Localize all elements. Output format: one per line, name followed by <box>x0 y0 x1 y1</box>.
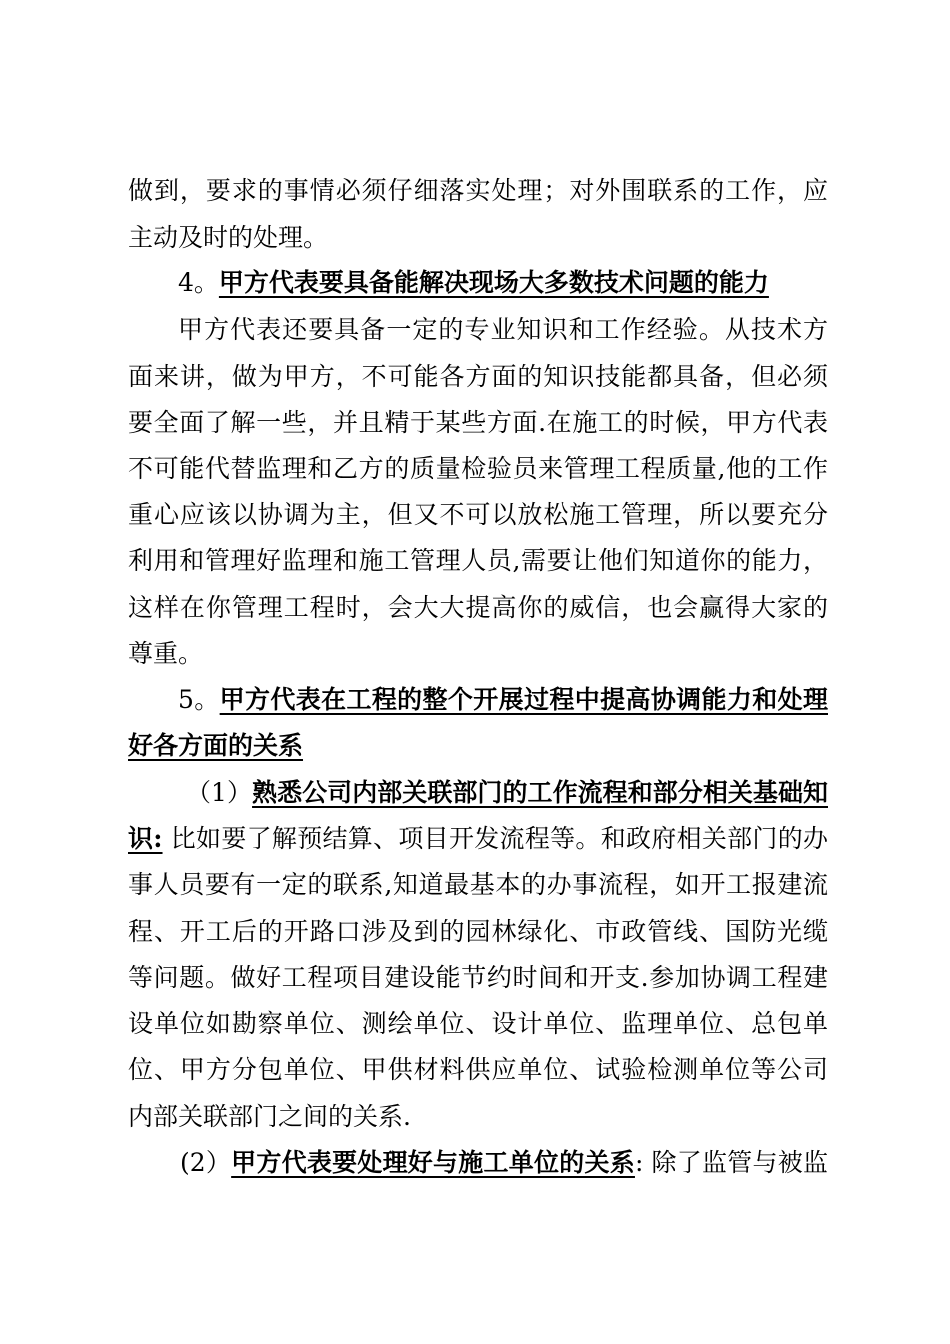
paragraph-line: 重心应该以协调为主，但又不可以放松施工管理，所以要充分 <box>128 500 828 529</box>
paragraph-line: 等问题。做好工程项目建设能节约时间和开支.参加协调工程建 <box>128 963 828 992</box>
section-number: 5。 <box>178 685 220 714</box>
paragraph-line: 要全面了解一些，并且精于某些方面.在施工的时候，甲方代表 <box>128 408 828 437</box>
paragraph-text: : 除了监管与被监 <box>634 1148 828 1177</box>
point-title: 熟悉公司内部关联部门的工作流程和部分相关基础知 <box>252 778 828 807</box>
point-1-heading <box>186 773 828 813</box>
point-number: （1） <box>186 778 253 807</box>
section-title: 甲方代表要具备能解决现场大多数技术问题的能力 <box>218 268 769 297</box>
paragraph-line: 面来讲，做为甲方，不可能各方面的知识技能都具备，但必须 <box>128 362 828 391</box>
section-title: 甲方代表在工程的整个开展过程中提高协调能力和处理 <box>219 685 828 714</box>
section-number: 4。 <box>178 268 219 297</box>
section-5-heading-continued <box>128 726 828 766</box>
section-4-heading <box>178 263 828 303</box>
paragraph-line: 做到，要求的事情必须仔细落实处理；对外围联系的工作，应 <box>128 176 828 205</box>
point-number: (2） <box>180 1148 232 1177</box>
point-title: 甲方代表要处理好与施工单位的关系 <box>231 1148 635 1177</box>
paragraph-line: 内部关联部门之间的关系. <box>128 1102 411 1131</box>
paragraph-line: 主动及时的处理。 <box>128 223 329 252</box>
paragraph-line: 设单位如勘察单位、测绘单位、设计单位、监理单位、总包单 <box>128 1009 828 1038</box>
point-2-heading <box>180 1143 828 1183</box>
section-5-heading <box>178 680 828 720</box>
paragraph-text: 比如要了解预结算、项目开发流程等。和政府相关部门的办 <box>162 824 829 853</box>
paragraph-line: 利用和管理好监理和施工管理人员,需要让他们知道你的能力， <box>128 546 828 575</box>
point-title: 识: <box>128 824 163 853</box>
paragraph-line: 位、甲方分包单位、甲供材料供应单位、试验检测单位等公司 <box>128 1055 828 1084</box>
paragraph-line: 不可能代替监理和乙方的质量检验员来管理工程质量,他的工作 <box>128 454 828 483</box>
paragraph-line: 甲方代表还要具备一定的专业知识和工作经验。从技术方 <box>178 315 828 344</box>
paragraph-line: 这样在你管理工程时，会大大提高你的威信，也会赢得大家的 <box>128 593 828 622</box>
paragraph-line: 事人员要有一定的联系,知道最基本的办事流程，如开工报建流 <box>128 870 828 899</box>
paragraph-line: 程、开工后的开路口涉及到的园林绿化、市政管线、国防光缆 <box>128 917 828 946</box>
paragraph-line <box>128 819 828 859</box>
section-title: 好各方面的关系 <box>128 731 304 760</box>
paragraph-line: 尊重。 <box>128 639 204 668</box>
